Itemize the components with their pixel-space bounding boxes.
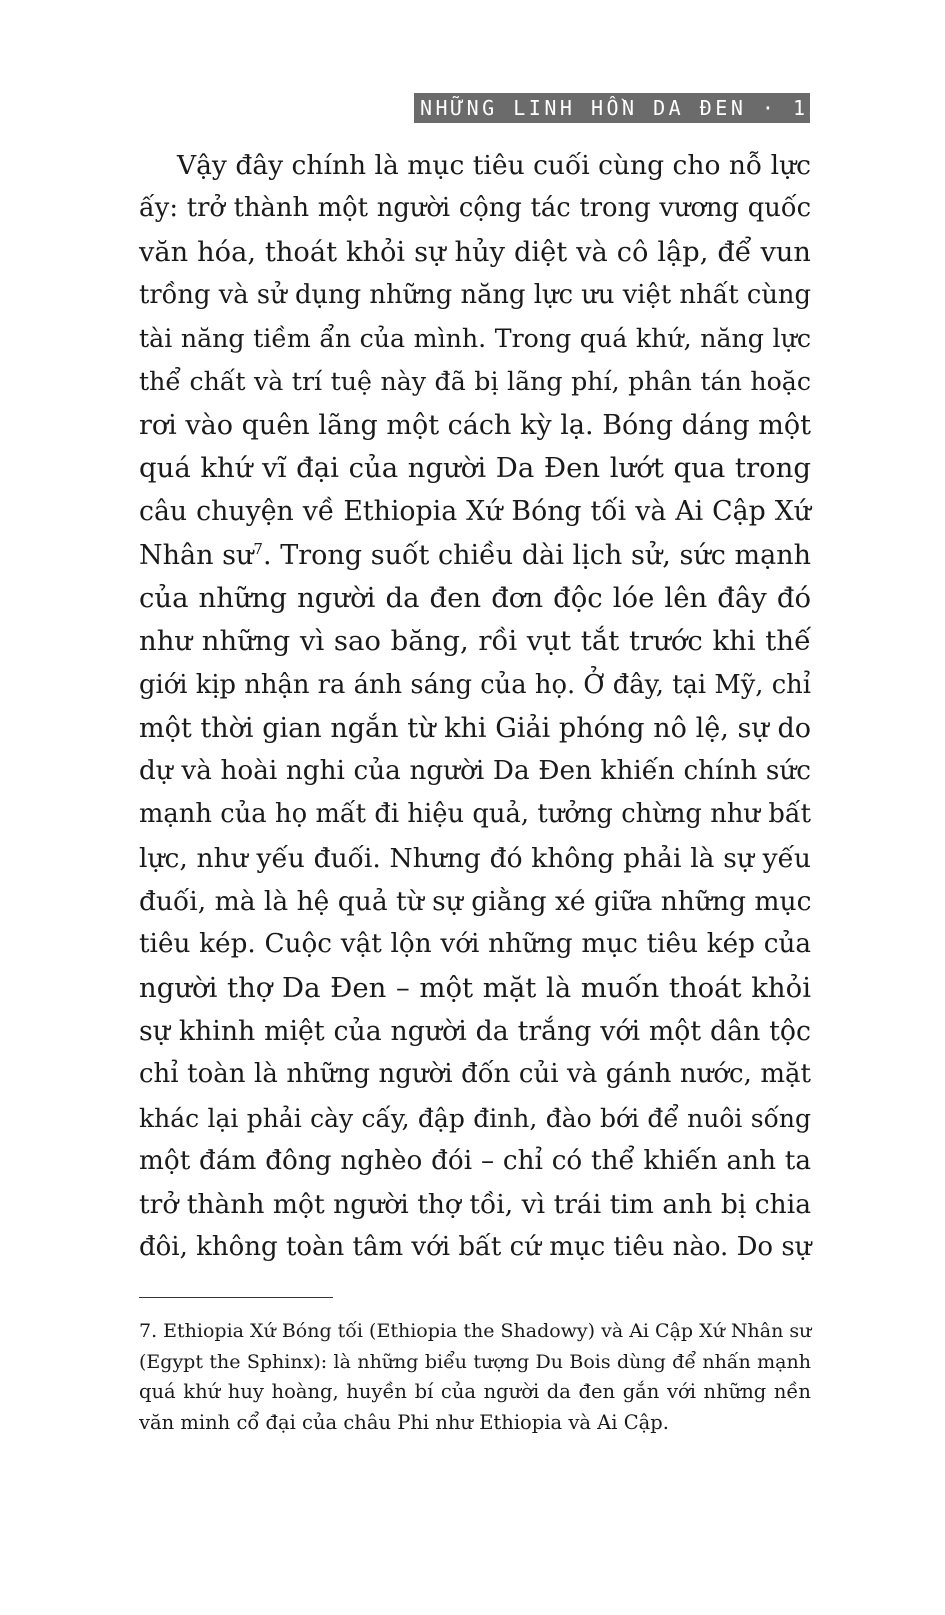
text-line: trồng và sử dụng những năng lực ưu việt nhất cùng bbox=[139, 279, 811, 310]
text-line: câu chuyện về Ethiopia Xứ Bóng tối và Ai Cập Xứ bbox=[139, 496, 811, 528]
text-line-with-footnote bbox=[139, 534, 811, 577]
text-line: văn hóa, thoát khỏi sự hủy diệt và cô lập, để vun bbox=[139, 236, 811, 268]
text-line: giới kịp nhận ra ánh sáng của họ. Ở đây, tại Mỹ, chỉ bbox=[139, 669, 811, 700]
text-line: như những vì sao băng, rồi vụt tắt trước khi thế bbox=[139, 625, 811, 658]
text-line: chỉ toàn là những người đốn củi và gánh nước, mặt bbox=[139, 1059, 811, 1090]
text-line: một thời gian ngắn từ khi Giải phóng nô lệ, sự do bbox=[139, 712, 811, 744]
text-line: một đám đông nghèo đói – chỉ có thể khiến anh ta bbox=[139, 1145, 811, 1176]
text-line: của những người da đen đơn độc lóe lên đây đó bbox=[139, 581, 811, 614]
footnote-line: văn minh cổ đại của châu Phi như Ethiopia và Ai Cập. bbox=[139, 1410, 669, 1434]
text-line: quá khứ vĩ đại của người Da Đen lướt qua trong bbox=[139, 452, 811, 485]
body-paragraph bbox=[139, 144, 811, 1270]
text-segment: Nhân sư bbox=[139, 539, 254, 571]
footnote-line: quá khứ huy hoàng, huyền bí của người da đen gắn với những nền bbox=[139, 1380, 811, 1404]
text-line: người thợ Da Đen – một mặt là muốn thoát khỏi bbox=[139, 971, 811, 1004]
text-line: tài năng tiềm ẩn của mình. Trong quá khứ, năng lực bbox=[139, 324, 811, 354]
text-line: lực, như yếu đuối. Nhưng đó không phải là sự yếu bbox=[139, 842, 811, 874]
text-segment: . Trong suốt chiều dài lịch sử, sức mạnh bbox=[262, 539, 811, 571]
text-line: khác lại phải cày cấy, đập đinh, đào bới để nuôi sống bbox=[139, 1103, 811, 1133]
footnote bbox=[139, 1316, 811, 1438]
footnote-line: (Egypt the Sphinx): là những biểu tượng Du Bois dùng để nhấn mạnh bbox=[139, 1350, 811, 1373]
text-line: thể chất và trí tuệ này đã bị lãng phí, phân tán hoặc bbox=[139, 367, 811, 397]
text-line: sự khinh miệt của người da trắng với một dân tộc bbox=[139, 1015, 811, 1047]
text-line: trở thành một người thợ tồi, vì trái tim anh bị chia bbox=[139, 1189, 811, 1221]
text-line: rơi vào quên lãng một cách kỳ lạ. Bóng dáng một bbox=[139, 409, 811, 441]
text-line: đuối, mà là hệ quả từ sự giằng xé giữa những mục bbox=[139, 886, 812, 918]
text-line: đôi, không toàn tâm với bất cứ mục tiêu nào. Do sự bbox=[139, 1232, 812, 1263]
text-line: Vậy đây chính là mục tiêu cuối cùng cho nỗ lực bbox=[177, 150, 811, 181]
text-line: tiêu kép. Cuộc vật lộn với những mục tiêu kép của bbox=[139, 929, 811, 960]
running-header: NHỮNG LINH HỒN DA ĐEN · 15 bbox=[414, 93, 810, 123]
footnote-reference: 7 bbox=[253, 539, 263, 558]
footnote-line: 7. Ethiopia Xứ Bóng tối (Ethiopia the Shadowy) và Ai Cập Xứ Nhân sư bbox=[139, 1320, 812, 1342]
text-line: mạnh của họ mất đi hiệu quả, tưởng chừng như bất bbox=[139, 799, 811, 830]
text-line: ấy: trở thành một người cộng tác trong vương quốc bbox=[139, 193, 811, 224]
footnote-divider bbox=[139, 1297, 333, 1298]
text-line: dự và hoài nghi của người Da Đen khiến chính sức bbox=[139, 756, 811, 787]
